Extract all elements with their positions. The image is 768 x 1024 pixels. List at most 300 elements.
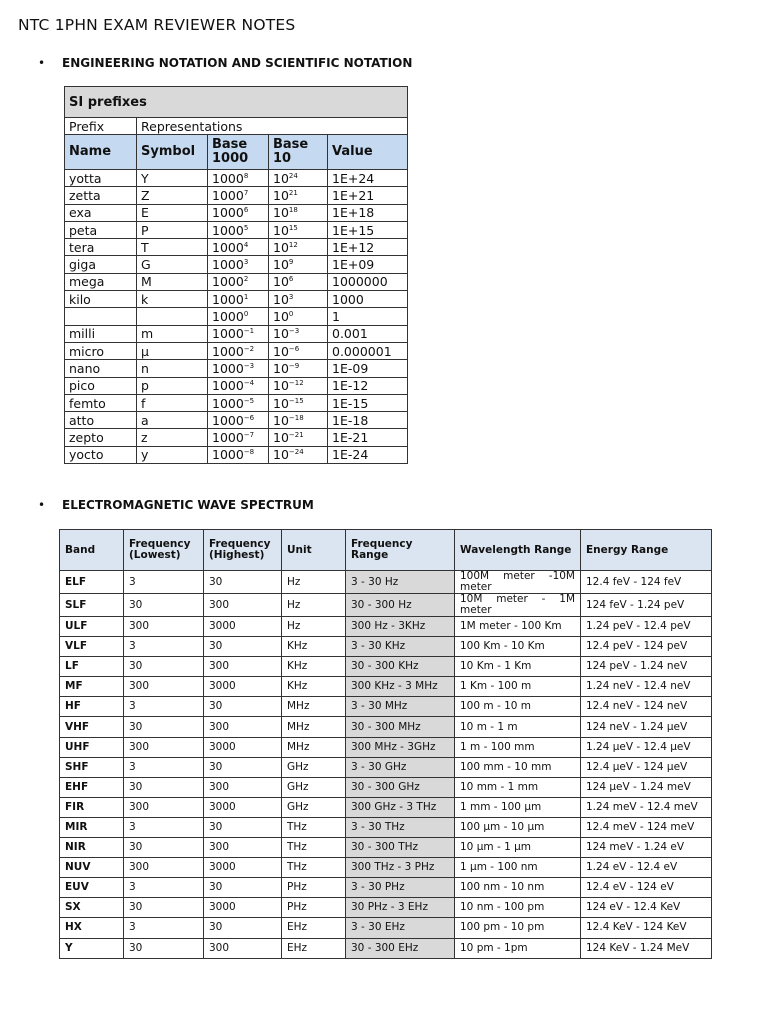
si-table-row <box>65 291 408 308</box>
em-cell-wavelength: 1 mm - 100 µm <box>455 797 581 817</box>
em-cell-energy: 12.4 eV - 124 eV <box>581 878 712 898</box>
em-table-row <box>60 777 712 797</box>
em-table-row <box>60 657 712 677</box>
si-base10-exponent: 15 <box>288 223 298 232</box>
em-table-row <box>60 594 712 617</box>
si-prefix-table <box>64 86 408 464</box>
em-cell-freq-highest: 3000 <box>204 677 282 697</box>
em-cell-freq-range: 3 - 30 MHz <box>346 697 455 717</box>
em-cell-freq-highest: 3000 <box>204 898 282 918</box>
em-table-row <box>60 617 712 637</box>
em-cell-unit: MHz <box>282 697 346 717</box>
em-cell-band: FIR <box>60 797 124 817</box>
em-table-row <box>60 898 712 918</box>
bullet-icon: • <box>38 56 46 70</box>
si-table-caption-row <box>65 87 408 118</box>
si-base1000-mantissa: 1000 <box>212 360 244 376</box>
em-cell-freq-lowest: 300 <box>124 858 204 878</box>
em-cell-energy: 124 µeV - 1.24 meV <box>581 777 712 797</box>
si-base1000-exponent: −6 <box>243 413 255 422</box>
em-cell-freq-highest: 30 <box>204 817 282 837</box>
em-cell-wavelength: 100 mm - 10 mm <box>455 757 581 777</box>
em-header-band: Band <box>60 530 124 571</box>
si-cell-base1000 <box>208 325 269 342</box>
si-cell-value: 1E-09 <box>328 360 408 377</box>
si-base1000-mantissa: 1000 <box>212 170 244 186</box>
si-base1000-mantissa: 1000 <box>212 343 244 359</box>
em-header-unit: Unit <box>282 530 346 571</box>
si-cell-symbol: y <box>137 446 208 463</box>
em-cell-freq-lowest: 30 <box>124 594 204 617</box>
em-cell-freq-highest: 300 <box>204 657 282 677</box>
em-cell-freq-highest: 300 <box>204 777 282 797</box>
em-cell-wavelength: 1 Km - 100 m <box>455 677 581 697</box>
si-cell-name: zepto <box>65 429 137 446</box>
em-cell-freq-lowest: 3 <box>124 757 204 777</box>
si-cell-value: 1E+15 <box>328 221 408 238</box>
si-cell-symbol: f <box>137 394 208 411</box>
si-cell-base10 <box>269 221 328 238</box>
em-cell-energy: 12.4 µeV - 124 µeV <box>581 757 712 777</box>
si-cell-symbol: G <box>137 256 208 273</box>
si-base1000-exponent: −1 <box>243 327 255 336</box>
em-cell-freq-range: 3 - 30 KHz <box>346 637 455 657</box>
em-cell-wavelength: 10 pm - 1pm <box>455 938 581 958</box>
si-cell-base1000 <box>208 342 269 359</box>
em-cell-band: MIR <box>60 817 124 837</box>
si-cell-symbol: z <box>137 429 208 446</box>
em-cell-freq-lowest: 30 <box>124 777 204 797</box>
em-cell-unit: MHz <box>282 717 346 737</box>
em-cell-freq-lowest: 30 <box>124 898 204 918</box>
em-cell-freq-lowest: 3 <box>124 637 204 657</box>
si-cell-name: micro <box>65 342 137 359</box>
si-base1000-exponent: 3 <box>243 258 249 267</box>
si-table-row <box>65 239 408 256</box>
em-cell-unit: Hz <box>282 617 346 637</box>
em-cell-unit: THz <box>282 858 346 878</box>
em-cell-freq-lowest: 3 <box>124 878 204 898</box>
em-cell-freq-highest: 3000 <box>204 617 282 637</box>
si-base1000-exponent: 1 <box>243 292 249 301</box>
si-base10-exponent: 6 <box>288 275 294 284</box>
si-cell-name: peta <box>65 221 137 238</box>
si-cell-value: 1E-12 <box>328 377 408 394</box>
si-cell-name: exa <box>65 204 137 221</box>
em-cell-energy: 124 neV - 1.24 µeV <box>581 717 712 737</box>
si-cell-base10 <box>269 239 328 256</box>
em-cell-freq-range: 30 - 300 MHz <box>346 717 455 737</box>
si-base10-mantissa: 10 <box>273 343 289 359</box>
si-cell-base10 <box>269 360 328 377</box>
si-table-row <box>65 412 408 429</box>
si-cell-base1000 <box>208 412 269 429</box>
si-cell-name: yotta <box>65 170 137 187</box>
em-cell-unit: KHz <box>282 637 346 657</box>
em-cell-wavelength: 10 m - 1 m <box>455 717 581 737</box>
si-table-row <box>65 325 408 342</box>
em-cell-freq-lowest: 30 <box>124 657 204 677</box>
si-cell-value: 1E+18 <box>328 204 408 221</box>
em-cell-band: EHF <box>60 777 124 797</box>
em-cell-band: NUV <box>60 858 124 878</box>
si-cell-base1000 <box>208 221 269 238</box>
si-cell-symbol: n <box>137 360 208 377</box>
em-cell-freq-range: 3 - 30 PHz <box>346 878 455 898</box>
em-cell-freq-range: 30 PHz - 3 EHz <box>346 898 455 918</box>
si-cell-base1000 <box>208 446 269 463</box>
si-table-group-row <box>65 118 408 135</box>
em-cell-energy: 12.4 peV - 124 peV <box>581 637 712 657</box>
si-cell-base10 <box>269 325 328 342</box>
em-cell-band: EUV <box>60 878 124 898</box>
em-table-row <box>60 737 712 757</box>
si-cell-base1000 <box>208 377 269 394</box>
si-base1000-exponent: 5 <box>243 223 249 232</box>
em-cell-energy: 12.4 feV - 124 feV <box>581 571 712 594</box>
si-base10-exponent: −6 <box>288 344 300 353</box>
em-cell-freq-lowest: 300 <box>124 617 204 637</box>
si-cell-base10 <box>269 429 328 446</box>
em-cell-energy: 1.24 eV - 12.4 eV <box>581 858 712 878</box>
si-base1000-mantissa: 1000 <box>212 378 244 394</box>
em-cell-freq-range: 3 - 30 GHz <box>346 757 455 777</box>
si-cell-base10 <box>269 394 328 411</box>
em-table-row <box>60 677 712 697</box>
em-cell-unit: THz <box>282 817 346 837</box>
em-cell-freq-highest: 30 <box>204 571 282 594</box>
si-table-row <box>65 170 408 187</box>
si-base10-mantissa: 10 <box>273 257 289 273</box>
si-base10-exponent: 21 <box>288 188 298 197</box>
em-header-freq-highest: Frequency (Highest) <box>204 530 282 571</box>
em-cell-band: SLF <box>60 594 124 617</box>
si-cell-base1000 <box>208 273 269 290</box>
em-cell-band: VHF <box>60 717 124 737</box>
em-cell-wavelength: 100 m - 10 m <box>455 697 581 717</box>
si-cell-value: 0.001 <box>328 325 408 342</box>
si-base10-exponent: 24 <box>288 171 298 180</box>
si-base10-mantissa: 10 <box>273 447 289 463</box>
em-table-row <box>60 757 712 777</box>
si-cell-value: 1E-15 <box>328 394 408 411</box>
em-cell-freq-range: 30 - 300 KHz <box>346 657 455 677</box>
em-cell-band: Y <box>60 938 124 958</box>
si-base1000-mantissa: 1000 <box>212 412 244 428</box>
em-spectrum-table-container <box>59 529 711 959</box>
si-cell-base10 <box>269 308 328 325</box>
si-base10-exponent: 3 <box>288 292 294 301</box>
section-heading-label: ENGINEERING NOTATION AND SCIENTIFIC NOTATION <box>62 56 413 70</box>
si-base1000-mantissa: 1000 <box>212 395 244 411</box>
si-cell-base1000 <box>208 394 269 411</box>
em-cell-freq-lowest: 30 <box>124 938 204 958</box>
em-cell-wavelength: 100M meter -10M meter <box>455 571 581 594</box>
em-cell-freq-range: 3 - 30 EHz <box>346 918 455 938</box>
si-base1000-exponent: −2 <box>243 344 255 353</box>
em-cell-band: HF <box>60 697 124 717</box>
em-cell-wavelength: 10 mm - 1 mm <box>455 777 581 797</box>
em-cell-energy: 1.24 peV - 12.4 peV <box>581 617 712 637</box>
si-cell-name: zetta <box>65 187 137 204</box>
si-base10-exponent: 12 <box>288 240 298 249</box>
si-cell-name: nano <box>65 360 137 377</box>
si-base10-mantissa: 10 <box>273 309 289 325</box>
em-cell-unit: GHz <box>282 777 346 797</box>
si-cell-name: kilo <box>65 291 137 308</box>
si-cell-name: mega <box>65 273 137 290</box>
si-cell-name: tera <box>65 239 137 256</box>
em-cell-freq-range: 30 - 300 GHz <box>346 777 455 797</box>
em-cell-energy: 124 feV - 1.24 peV <box>581 594 712 617</box>
em-cell-freq-highest: 300 <box>204 594 282 617</box>
em-cell-wavelength: 100 Km - 10 Km <box>455 637 581 657</box>
em-cell-wavelength: 10 µm - 1 µm <box>455 838 581 858</box>
em-cell-freq-highest: 3000 <box>204 858 282 878</box>
em-cell-unit: Hz <box>282 571 346 594</box>
em-table-row <box>60 571 712 594</box>
section-heading-notation <box>38 56 412 70</box>
em-cell-unit: KHz <box>282 677 346 697</box>
si-table-row <box>65 256 408 273</box>
em-cell-freq-range: 3 - 30 THz <box>346 817 455 837</box>
si-cell-symbol: M <box>137 273 208 290</box>
si-cell-value: 1E+21 <box>328 187 408 204</box>
em-cell-energy: 124 eV - 12.4 KeV <box>581 898 712 918</box>
si-base10-mantissa: 10 <box>273 205 289 221</box>
si-base1000-mantissa: 1000 <box>212 205 244 221</box>
si-cell-base1000 <box>208 256 269 273</box>
si-cell-value: 1000000 <box>328 273 408 290</box>
si-table-row <box>65 394 408 411</box>
em-cell-energy: 124 peV - 1.24 neV <box>581 657 712 677</box>
si-header-base10: Base 10 <box>269 135 328 170</box>
si-table-row <box>65 342 408 359</box>
si-cell-base10 <box>269 291 328 308</box>
em-table-row <box>60 918 712 938</box>
si-cell-base10 <box>269 342 328 359</box>
si-cell-base1000 <box>208 291 269 308</box>
em-cell-wavelength: 100 µm - 10 µm <box>455 817 581 837</box>
em-cell-freq-range: 300 THz - 3 PHz <box>346 858 455 878</box>
si-base10-exponent: −18 <box>288 413 304 422</box>
em-cell-energy: 12.4 meV - 124 meV <box>581 817 712 837</box>
si-cell-symbol <box>137 308 208 325</box>
em-cell-band: MF <box>60 677 124 697</box>
si-cell-value: 1E-24 <box>328 446 408 463</box>
si-cell-value: 1 <box>328 308 408 325</box>
em-cell-wavelength: 10 Km - 1 Km <box>455 657 581 677</box>
em-cell-wavelength: 10 nm - 100 pm <box>455 898 581 918</box>
em-cell-freq-lowest: 3 <box>124 918 204 938</box>
si-base10-exponent: −12 <box>288 379 304 388</box>
si-base10-mantissa: 10 <box>273 239 289 255</box>
em-cell-unit: EHz <box>282 918 346 938</box>
si-base1000-mantissa: 1000 <box>212 274 244 290</box>
em-cell-freq-range: 300 MHz - 3GHz <box>346 737 455 757</box>
si-base1000-mantissa: 1000 <box>212 257 244 273</box>
si-base1000-exponent: −4 <box>243 379 255 388</box>
em-table-row <box>60 717 712 737</box>
si-cell-name: milli <box>65 325 137 342</box>
si-base10-mantissa: 10 <box>273 360 289 376</box>
si-base10-exponent: −9 <box>288 361 300 370</box>
si-cell-value: 1000 <box>328 291 408 308</box>
si-base10-exponent: −24 <box>288 448 304 457</box>
si-cell-base1000 <box>208 204 269 221</box>
si-base10-mantissa: 10 <box>273 222 289 238</box>
si-cell-value: 1E+24 <box>328 170 408 187</box>
em-cell-freq-lowest: 3 <box>124 817 204 837</box>
si-cell-base10 <box>269 204 328 221</box>
si-cell-base1000 <box>208 239 269 256</box>
si-base1000-mantissa: 1000 <box>212 326 244 342</box>
section-heading-em-spectrum <box>38 498 314 512</box>
si-cell-value: 0.000001 <box>328 342 408 359</box>
si-base1000-exponent: −3 <box>243 361 255 370</box>
em-cell-freq-highest: 30 <box>204 757 282 777</box>
si-base1000-exponent: 7 <box>243 188 249 197</box>
em-cell-freq-range: 300 KHz - 3 MHz <box>346 677 455 697</box>
si-cell-symbol: k <box>137 291 208 308</box>
si-cell-symbol: µ <box>137 342 208 359</box>
si-group-representations: Representations <box>137 118 408 135</box>
em-cell-freq-highest: 3000 <box>204 737 282 757</box>
si-base1000-mantissa: 1000 <box>212 187 244 203</box>
em-cell-unit: PHz <box>282 878 346 898</box>
em-table-header-row <box>60 530 712 571</box>
si-cell-base10 <box>269 377 328 394</box>
si-base1000-mantissa: 1000 <box>212 239 244 255</box>
em-header-freq-range: Frequency Range <box>346 530 455 571</box>
em-cell-unit: PHz <box>282 898 346 918</box>
em-cell-band: HX <box>60 918 124 938</box>
em-cell-band: NIR <box>60 838 124 858</box>
si-cell-value: 1E-18 <box>328 412 408 429</box>
si-table-row <box>65 429 408 446</box>
em-cell-energy: 124 meV - 1.24 eV <box>581 838 712 858</box>
si-base1000-exponent: 2 <box>243 275 249 284</box>
si-cell-value: 1E+12 <box>328 239 408 256</box>
em-cell-band: ELF <box>60 571 124 594</box>
si-table-row <box>65 446 408 463</box>
em-table-row <box>60 858 712 878</box>
si-base1000-exponent: 4 <box>243 240 249 249</box>
si-cell-base1000 <box>208 429 269 446</box>
si-base1000-mantissa: 1000 <box>212 309 244 325</box>
em-cell-freq-range: 30 - 300 THz <box>346 838 455 858</box>
em-cell-freq-highest: 3000 <box>204 797 282 817</box>
si-base10-exponent: −3 <box>288 327 300 336</box>
si-base1000-mantissa: 1000 <box>212 447 244 463</box>
si-base1000-exponent: −7 <box>243 431 255 440</box>
si-base10-mantissa: 10 <box>273 291 289 307</box>
si-table-row <box>65 308 408 325</box>
si-cell-base1000 <box>208 360 269 377</box>
em-cell-freq-lowest: 3 <box>124 571 204 594</box>
si-cell-name: femto <box>65 394 137 411</box>
si-cell-base10 <box>269 256 328 273</box>
si-cell-base1000 <box>208 170 269 187</box>
em-cell-freq-lowest: 300 <box>124 737 204 757</box>
si-base1000-exponent: 0 <box>243 310 249 319</box>
em-spectrum-table <box>59 529 712 959</box>
em-cell-wavelength: 100 nm - 10 nm <box>455 878 581 898</box>
si-base1000-mantissa: 1000 <box>212 430 244 446</box>
em-cell-wavelength: 100 pm - 10 pm <box>455 918 581 938</box>
si-cell-name: giga <box>65 256 137 273</box>
si-base10-mantissa: 10 <box>273 326 289 342</box>
em-cell-freq-lowest: 3 <box>124 697 204 717</box>
si-cell-symbol: Y <box>137 170 208 187</box>
em-cell-unit: EHz <box>282 938 346 958</box>
em-cell-band: LF <box>60 657 124 677</box>
si-cell-symbol: P <box>137 221 208 238</box>
si-cell-base10 <box>269 446 328 463</box>
em-table-row <box>60 878 712 898</box>
si-cell-base10 <box>269 412 328 429</box>
si-cell-symbol: Z <box>137 187 208 204</box>
em-cell-freq-highest: 30 <box>204 697 282 717</box>
em-cell-wavelength: 1 µm - 100 nm <box>455 858 581 878</box>
em-cell-energy: 1.24 µeV - 12.4 µeV <box>581 737 712 757</box>
si-base1000-exponent: 8 <box>243 171 249 180</box>
si-header-symbol: Symbol <box>137 135 208 170</box>
si-base1000-mantissa: 1000 <box>212 291 244 307</box>
em-cell-energy: 1.24 neV - 12.4 neV <box>581 677 712 697</box>
em-cell-freq-lowest: 30 <box>124 838 204 858</box>
si-table-row <box>65 377 408 394</box>
em-cell-freq-range: 3 - 30 Hz <box>346 571 455 594</box>
em-cell-energy: 1.24 meV - 12.4 meV <box>581 797 712 817</box>
si-table-row <box>65 360 408 377</box>
si-cell-name: pico <box>65 377 137 394</box>
em-header-freq-lowest: Frequency (Lowest) <box>124 530 204 571</box>
si-prefix-table-container <box>64 86 407 464</box>
si-cell-name: atto <box>65 412 137 429</box>
si-base10-mantissa: 10 <box>273 274 289 290</box>
em-cell-freq-range: 300 GHz - 3 THz <box>346 797 455 817</box>
si-header-base1000: Base 1000 <box>208 135 269 170</box>
si-cell-base10 <box>269 187 328 204</box>
si-cell-value: 1E+09 <box>328 256 408 273</box>
em-cell-freq-highest: 300 <box>204 717 282 737</box>
em-table-row <box>60 938 712 958</box>
em-cell-unit: GHz <box>282 757 346 777</box>
si-base10-mantissa: 10 <box>273 412 289 428</box>
em-table-row <box>60 697 712 717</box>
em-header-energy-range: Energy Range <box>581 530 712 571</box>
si-base1000-exponent: 6 <box>243 206 249 215</box>
em-cell-unit: MHz <box>282 737 346 757</box>
si-base1000-exponent: −8 <box>243 448 255 457</box>
si-base10-mantissa: 10 <box>273 170 289 186</box>
em-cell-band: SX <box>60 898 124 918</box>
em-cell-freq-highest: 30 <box>204 878 282 898</box>
em-table-row <box>60 817 712 837</box>
si-table-row <box>65 204 408 221</box>
si-cell-symbol: p <box>137 377 208 394</box>
em-cell-energy: 124 KeV - 1.24 MeV <box>581 938 712 958</box>
em-cell-freq-lowest: 300 <box>124 677 204 697</box>
si-base10-exponent: −15 <box>288 396 304 405</box>
em-cell-wavelength: 1 m - 100 mm <box>455 737 581 757</box>
si-base10-exponent: 18 <box>288 206 298 215</box>
em-cell-band: SHF <box>60 757 124 777</box>
si-base10-exponent: 0 <box>288 310 294 319</box>
si-cell-name <box>65 308 137 325</box>
si-table-row <box>65 221 408 238</box>
